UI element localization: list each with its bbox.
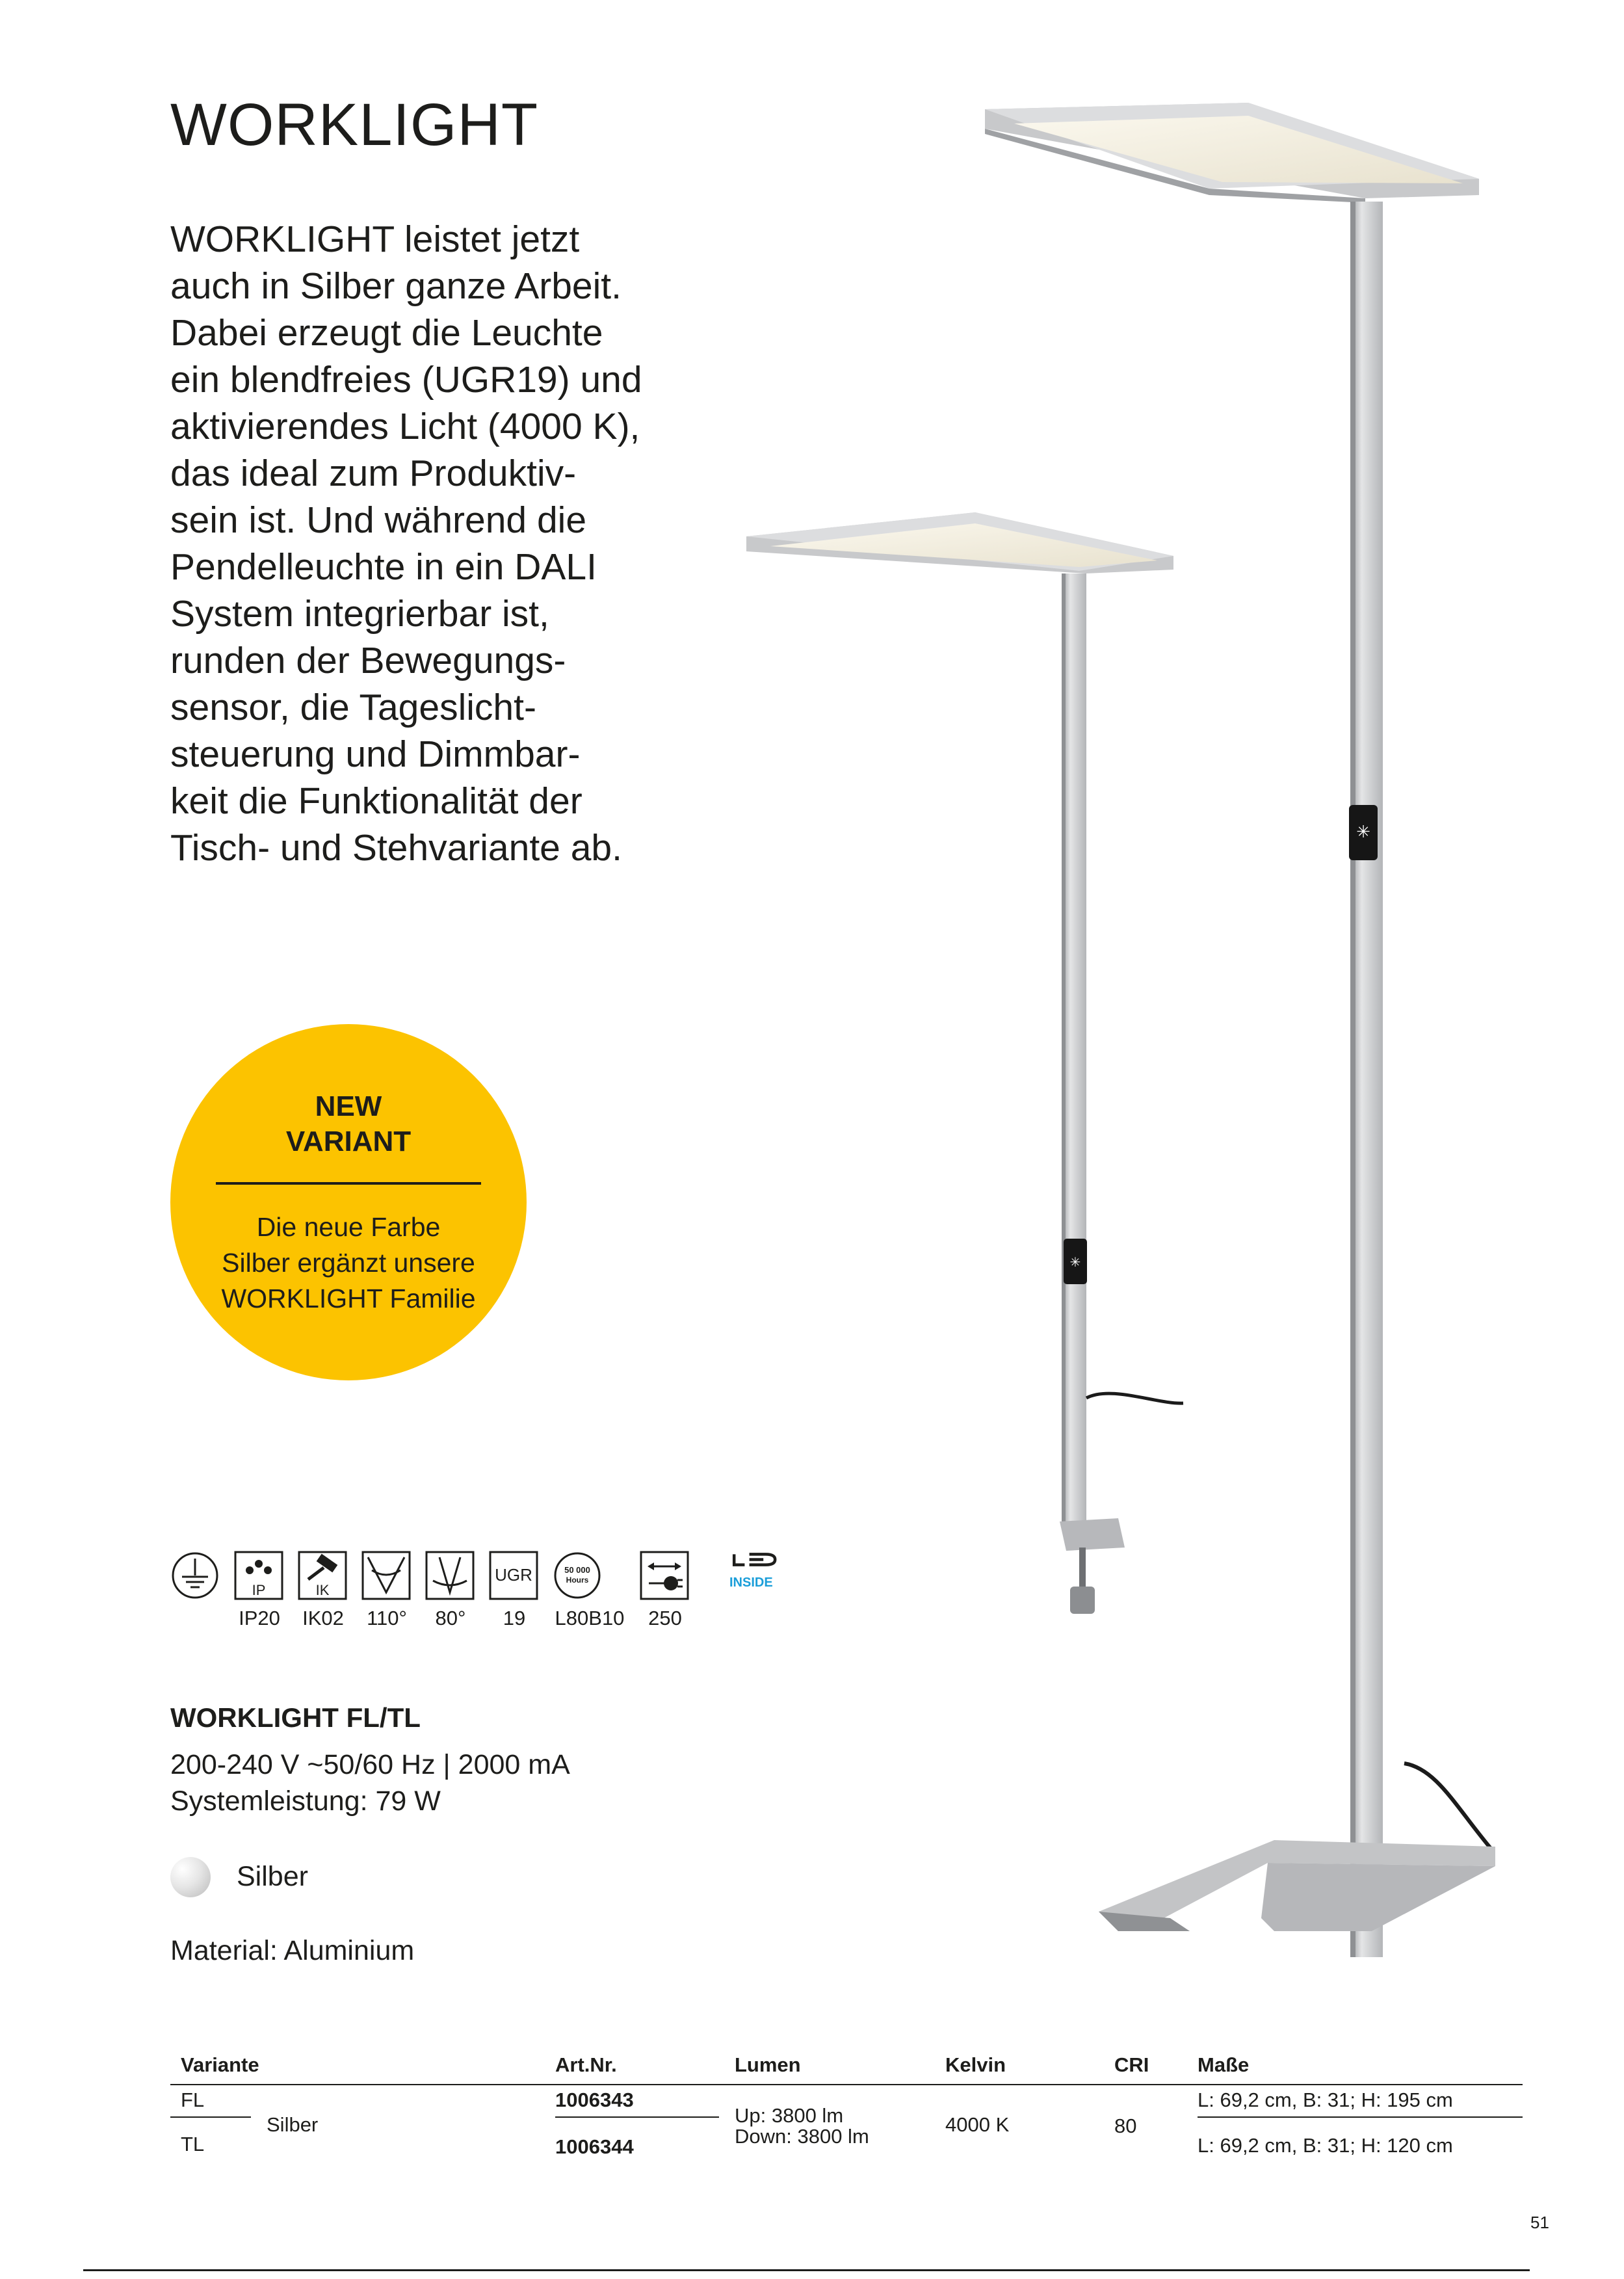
power-spec: Systemleistung: 79 W bbox=[170, 1785, 441, 1817]
badge-divider bbox=[216, 1182, 481, 1185]
cell-color: Silber bbox=[267, 2113, 319, 2136]
ugr-icon-text: UGR bbox=[495, 1565, 532, 1585]
svg-text:✳: ✳ bbox=[1356, 823, 1370, 842]
intro-line: das ideal zum Produktiv- bbox=[170, 453, 577, 494]
intro-line: Tisch- und Stehvariante ab. bbox=[170, 827, 622, 869]
row-rule bbox=[170, 2116, 251, 2118]
switching-cycles-icon bbox=[640, 1551, 689, 1600]
led-inside-text: INSIDE bbox=[729, 1575, 773, 1590]
badge-text bbox=[170, 1209, 527, 1317]
new-variant-badge bbox=[170, 1024, 527, 1380]
intro-line: System integrierbar ist, bbox=[170, 593, 549, 635]
product-name: WORKLIGHT FL/TL bbox=[170, 1702, 421, 1733]
badge-text-line: Die neue Farbe bbox=[256, 1212, 441, 1242]
lifetime-icon-text-2: Hours bbox=[566, 1575, 589, 1585]
beam-angle-icon bbox=[361, 1551, 411, 1600]
intro-line: steuerung und Dimmbar- bbox=[170, 733, 581, 775]
header-variante: Variante bbox=[181, 2053, 259, 2076]
variant-table bbox=[170, 2048, 1523, 2159]
cell-artnr: 1006344 bbox=[555, 2135, 634, 2158]
intro-line: auch in Silber ganze Arbeit. bbox=[170, 265, 622, 307]
header-kelvin: Kelvin bbox=[945, 2053, 1006, 2076]
intro-line: Dabei erzeugt die Leuchte bbox=[170, 312, 603, 354]
cell-kelvin: 4000 K bbox=[945, 2113, 1010, 2136]
intro-line: sensor, die Tageslicht- bbox=[170, 687, 536, 728]
led-inside-icon bbox=[729, 1551, 794, 1600]
beam-angle-narrow-label: 80° bbox=[435, 1607, 466, 1629]
electrical-spec: 200-240 V ~50/60 Hz | 2000 mA bbox=[170, 1749, 570, 1780]
svg-text:✳: ✳ bbox=[1069, 1254, 1081, 1270]
cell-dims: L: 69,2 cm, B: 31; H: 195 cm bbox=[1198, 2088, 1453, 2111]
floor-lamp bbox=[985, 103, 1495, 1957]
cell-artnr: 1006343 bbox=[555, 2088, 634, 2111]
intro-line: aktivierendes Licht (4000 K), bbox=[170, 406, 640, 447]
header-cri: CRI bbox=[1114, 2053, 1149, 2076]
intro-line: WORKLIGHT leistet jetzt bbox=[170, 218, 580, 260]
footer-rule bbox=[83, 2269, 1530, 2271]
badge-heading bbox=[170, 1089, 527, 1159]
page-number: 51 bbox=[1530, 2213, 1549, 2232]
cell-cri: 80 bbox=[1114, 2114, 1137, 2137]
material-spec: Material: Aluminium bbox=[170, 1935, 415, 1966]
page-title: WORKLIGHT bbox=[170, 92, 539, 158]
intro-line: sein ist. Und während die bbox=[170, 499, 587, 541]
ik-rating-label: IK02 bbox=[302, 1607, 344, 1629]
lifetime-label: L80B10 bbox=[555, 1607, 625, 1629]
ip-rating-label: IP20 bbox=[239, 1607, 280, 1629]
ik-rating-icon-text: IK bbox=[315, 1582, 330, 1598]
color-swatch bbox=[170, 1857, 211, 1897]
cell-variant: TL bbox=[181, 2133, 205, 2155]
header-masse: Maße bbox=[1198, 2053, 1250, 2076]
protection-class-icon bbox=[170, 1551, 220, 1600]
badge-text-line: Silber ergänzt unsere bbox=[222, 1248, 475, 1278]
color-name: Silber bbox=[237, 1861, 308, 1892]
switching-cycles-label: 250 bbox=[648, 1607, 682, 1629]
cell-lumen-down: Down: 3800 lm bbox=[735, 2125, 869, 2148]
ugr-label: 19 bbox=[503, 1607, 526, 1629]
beam-angle-label: 110° bbox=[367, 1607, 407, 1629]
lifetime-icon-text: 50 000 bbox=[564, 1565, 590, 1575]
ugr-icon bbox=[489, 1551, 538, 1600]
badge-line-variant: VARIANT bbox=[285, 1126, 412, 1157]
row-rule bbox=[1198, 2116, 1523, 2118]
cell-lumen-up: Up: 3800 lm bbox=[735, 2104, 844, 2127]
badge-text-line: WORKLIGHT Familie bbox=[221, 1284, 476, 1313]
intro-line: runden der Bewegungs- bbox=[170, 640, 566, 681]
badge-line-new: NEW bbox=[315, 1090, 382, 1122]
header-artnr: Art.Nr. bbox=[555, 2053, 617, 2076]
table-lamp bbox=[746, 512, 1183, 1614]
header-rule bbox=[170, 2084, 1523, 2085]
intro-text bbox=[170, 216, 664, 871]
intro-line: keit die Funktionalität der bbox=[170, 780, 583, 822]
row-rule bbox=[555, 2116, 719, 2118]
ip-rating-icon bbox=[234, 1551, 283, 1600]
cell-dims: L: 69,2 cm, B: 31; H: 120 cm bbox=[1198, 2134, 1453, 2157]
intro-line: ein blendfreies (UGR19) und bbox=[170, 359, 642, 401]
ip-rating-icon-text: IP bbox=[252, 1582, 266, 1598]
intro-line: Pendelleuchte in ein DALI bbox=[170, 546, 597, 588]
lifetime-icon bbox=[553, 1551, 602, 1600]
cell-variant: FL bbox=[181, 2088, 205, 2111]
ik-rating-icon bbox=[298, 1551, 347, 1600]
header-lumen: Lumen bbox=[735, 2053, 801, 2076]
lamp-illustration bbox=[715, 91, 1560, 1977]
beam-angle-narrow-icon bbox=[425, 1551, 475, 1600]
feature-icons bbox=[170, 1551, 794, 1629]
